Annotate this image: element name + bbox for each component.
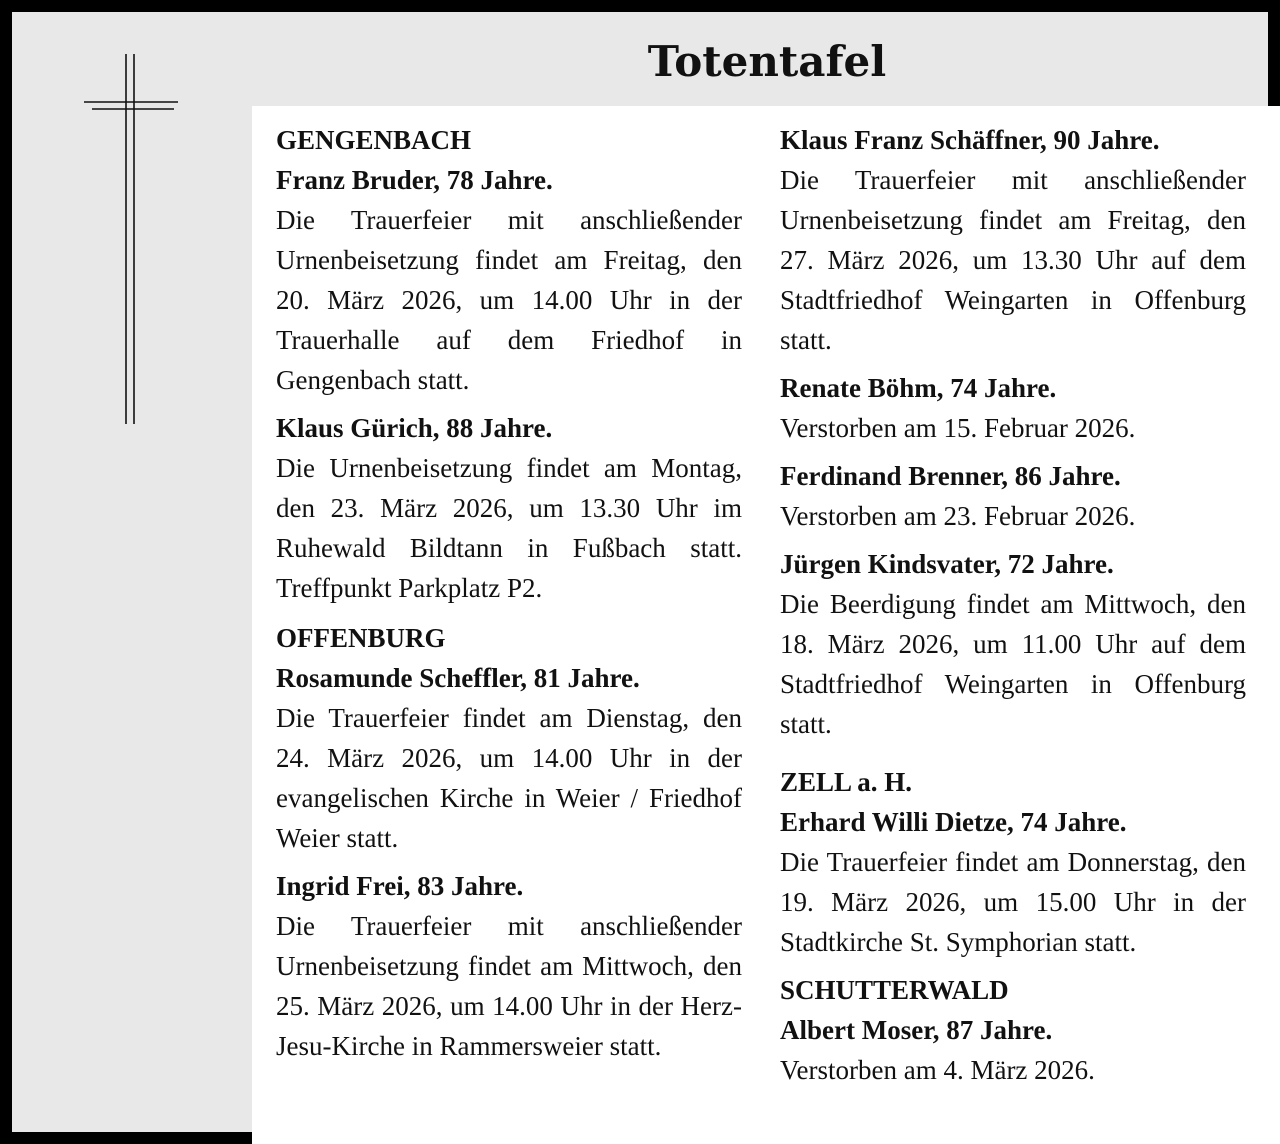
ceremony-details: Verstorben am 15. Februar 2026. <box>780 413 1136 443</box>
location-heading: GENGENBACH <box>276 125 472 155</box>
deceased-name: Ferdinand Brenner, 86 Jahre. <box>780 461 1121 491</box>
ceremony-details: Die Urnenbeisetzung findet am Montag, den 23. März 2026, um 13.30 Uhr im Ruhewald Bildtann in Fußbach statt. Treffpunkt Parkplatz P2. <box>276 453 742 603</box>
obituary-entry <box>780 1010 1246 1090</box>
right-column <box>780 120 1246 1098</box>
obituary-panel <box>252 106 1280 1144</box>
deceased-name: Renate Böhm, 74 Jahre. <box>780 373 1057 403</box>
deceased-name: Klaus Franz Schäffner, 90 Jahre. <box>780 125 1160 155</box>
ceremony-details: Die Beerdigung findet am Mittwoch, den 18. März 2026, um 11.00 Uhr auf dem Stadtfriedhof Weingarten in Offenburg statt. <box>780 589 1246 739</box>
ceremony-details: Die Trauerfeier findet am Dienstag, den 24. März 2026, um 14.00 Uhr in der evangelischen Kirche in Weier / Friedhof Weier statt. <box>276 703 742 853</box>
obituary-entry <box>780 456 1246 536</box>
deceased-name: Franz Bruder, 78 Jahre. <box>276 165 553 195</box>
ceremony-details: Verstorben am 4. März 2026. <box>780 1055 1095 1085</box>
obituary-entry <box>276 160 742 400</box>
obituary-entry <box>276 658 742 858</box>
obituary-entry <box>780 544 1246 744</box>
left-column <box>276 120 742 1074</box>
cross-icon <box>82 52 192 432</box>
deceased-name: Erhard Willi Dietze, 74 Jahre. <box>780 807 1127 837</box>
obituary-entry <box>780 120 1246 360</box>
ceremony-details: Die Trauerfeier mit anschließender Urnenbeisetzung findet am Freitag, den 20. März 2026, um 14.00 Uhr in der Trauerhalle auf dem Friedhof in Gengenbach statt. <box>276 205 742 395</box>
obituary-entry <box>276 866 742 1066</box>
location-heading: ZELL a. H. <box>780 767 913 797</box>
deceased-name: Albert Moser, 87 Jahre. <box>780 1015 1053 1045</box>
location-heading: OFFENBURG <box>276 623 446 653</box>
deceased-name: Jürgen Kindsvater, 72 Jahre. <box>780 549 1114 579</box>
obituary-entry <box>780 368 1246 448</box>
section-offenburg <box>276 618 742 1066</box>
page-title: Totentafel <box>647 37 887 86</box>
obituary-entry <box>276 408 742 608</box>
deceased-name: Ingrid Frei, 83 Jahre. <box>276 871 524 901</box>
ceremony-details: Verstorben am 23. Februar 2026. <box>780 501 1136 531</box>
obituary-entry <box>780 802 1246 962</box>
section-zell <box>780 762 1246 962</box>
deceased-name: Klaus Gürich, 88 Jahre. <box>276 413 553 443</box>
section-schutterwald <box>780 970 1246 1090</box>
ceremony-details: Die Trauerfeier findet am Donnerstag, den 19. März 2026, um 15.00 Uhr in der Stadtkirche St. Symphorian statt. <box>780 847 1246 957</box>
location-heading: SCHUTTERWALD <box>780 975 1009 1005</box>
deceased-name: Rosamunde Scheffler, 81 Jahre. <box>276 663 640 693</box>
ceremony-details: Die Trauerfeier mit anschließender Urnenbeisetzung findet am Mittwoch, den 25. März 2026, um 14.00 Uhr in der Herz-Jesu-Kirche in Rammersweier statt. <box>276 911 742 1061</box>
ceremony-details: Die Trauerfeier mit anschließender Urnenbeisetzung findet am Freitag, den 27. März 2026, um 13.30 Uhr auf dem Stadtfriedhof Weingarten in Offenburg statt. <box>780 165 1246 355</box>
section-gengenbach <box>276 120 742 608</box>
